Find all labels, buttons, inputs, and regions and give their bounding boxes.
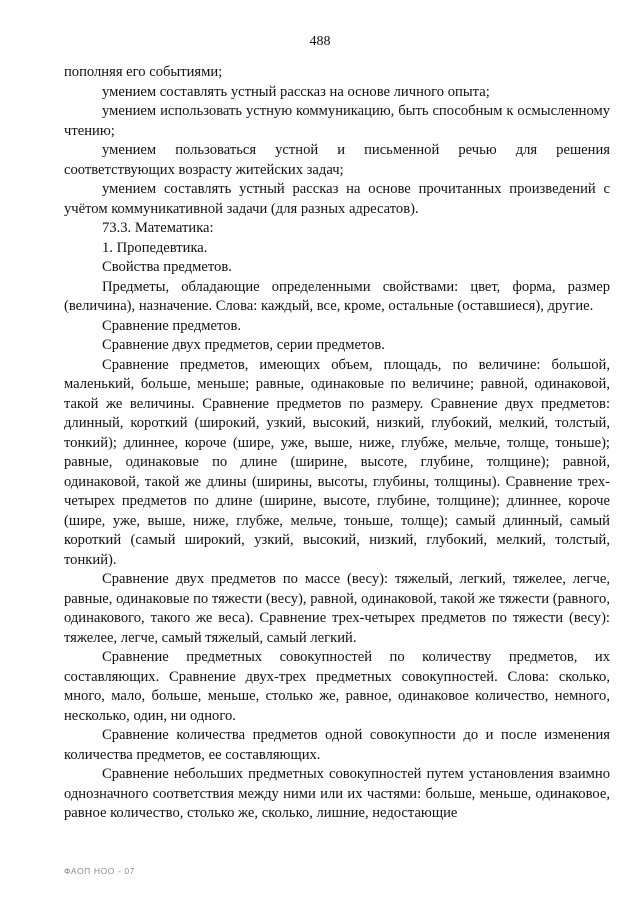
paragraph: Сравнение предметных совокупностей по количеству предметов, их составляющих. Сравнение двух-трех предметных совокупностей. Слова: сколько, много, мало, больше, меньше, столько же, равное, одинаковое количество, немного, несколько, один, ни одного. — [64, 649, 610, 724]
body-text — [64, 63, 610, 824]
paragraph: умением составлять устный рассказ на основе прочитанных произведений с учётом коммуникативной задачи (для разных адресатов). — [64, 181, 610, 217]
paragraph: Сравнение предметов, имеющих объем, площадь, по величине: большой, маленький, больше, меньше; равные, одинаковые по величине; равной, одинаковой, такой же величины. Сравнение предметов по размеру. Сравнение двух предметов: длинный, короткий (широкий, узкий, высокий, низкий, глубокий, мелкий, толстый, тонкий); длиннее, короче (шире, уже, выше, ниже, глубже, мельче, толще, тоньше); равные, одинаковые по длине (ширине, высоте, глубине, толщине); равной, одинаковой, такой же длины (ширины, высоты, глубины, толщины). Сравнение трех-четырех предметов по длине (ширине, высоте, глубине, толщине); длиннее, короче (шире, уже, выше, ниже, глубже, мельче, тоньше, толще); самый длинный, самый короткий (самый широкий, узкий, высокий, низкий, глубокий, мелкий, толстый, тонкий). — [64, 356, 610, 568]
paragraph: Сравнение двух предметов по массе (весу): тяжелый, легкий, тяжелее, легче, равные, одинаковые по тяжести (весу), равной, одинаковой, такой же тяжести (равного, одинакового, такого же веса). Сравнение трех-четырех предметов по тяжести (весу): тяжелее, легче, самый тяжелый, самый легкий. — [64, 571, 610, 646]
document-footer-code: ФАОП НОО - 07 — [64, 866, 136, 876]
topic-heading: Свойства предметов. — [102, 259, 232, 275]
paragraph: Предметы, обладающие определенными свойствами: цвет, форма, размер (величина), назначение. Слова: каждый, все, кроме, остальные (оставшиеся), другие. — [64, 278, 610, 314]
paragraph: Сравнение небольших предметных совокупностей путем установления взаимно однозначного соответствия между ними или их частями: больше, меньше, одинаковое, равное количество, столько же, сколько, лишние, недостающие — [64, 766, 610, 821]
paragraph: Сравнение количества предметов одной совокупности до и после изменения количества предметов, ее составляющих. — [64, 727, 610, 763]
paragraph: умением использовать устную коммуникацию, быть способным к осмысленному чтению; — [64, 103, 610, 139]
paragraph-continuation: пополняя его событиями; — [64, 64, 223, 80]
paragraph: умением составлять устный рассказ на основе личного опыта; — [102, 83, 490, 100]
paragraph: умением пользоваться устной и письменной речью для решения соответствующих возрасту житейских задач; — [64, 142, 610, 178]
paragraph: Сравнение двух предметов, серии предметов. — [102, 337, 385, 353]
subsection-heading: 1. Пропедевтика. — [102, 239, 208, 256]
section-heading: 73.3. Математика: — [102, 220, 214, 236]
page-number: 488 — [309, 34, 331, 49]
topic-heading: Сравнение предметов. — [102, 317, 241, 334]
